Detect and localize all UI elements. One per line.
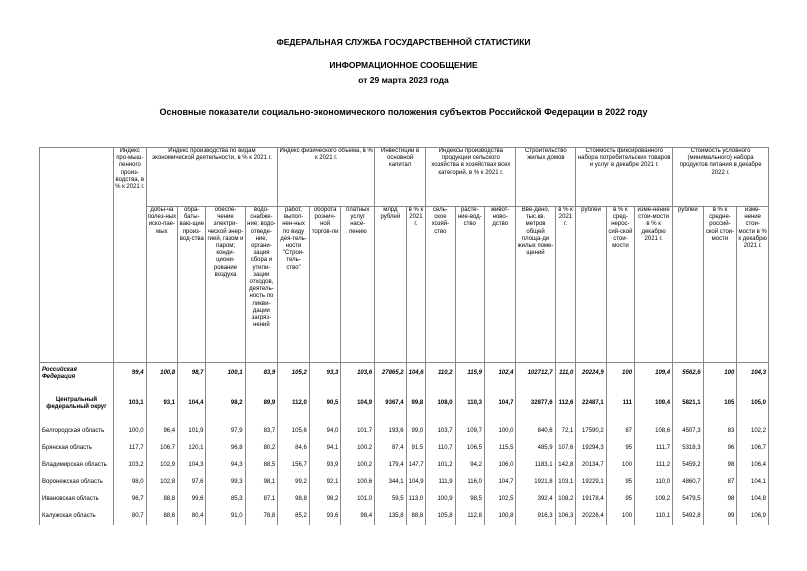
table-cell: 112,0 <box>278 385 310 423</box>
region-header <box>40 148 114 363</box>
table-cell: 78,8 <box>245 508 278 525</box>
table-cell: 109,4 <box>635 363 673 386</box>
table-cell: 392,4 <box>516 491 555 508</box>
col-livestock: живот-ново-дство <box>484 207 516 363</box>
table-cell: 112,6 <box>555 385 576 423</box>
table-cell: 93,6 <box>309 508 341 525</box>
table-cell: 105,2 <box>278 363 310 386</box>
table-cell: 101,0 <box>341 491 375 508</box>
table-cell: 20224,9 <box>576 363 606 386</box>
table-cell: 103,1 <box>555 474 576 491</box>
table-cell: 100,6 <box>341 474 375 491</box>
table-cell: 156,7 <box>278 457 310 474</box>
table-cell: 19178,4 <box>576 491 606 508</box>
table-cell: 87 <box>703 474 737 491</box>
table-cell: 108,6 <box>635 423 673 440</box>
table-cell: 88,5 <box>245 457 278 474</box>
table-cell: 98,2 <box>309 491 341 508</box>
table-cell: 102,9 <box>146 457 178 474</box>
col-fixed-pct: в % к сред-нерос-сий-ской стои-мости <box>606 207 634 363</box>
table-cell: 97,9 <box>206 423 245 440</box>
table-cell: 111,2 <box>635 457 673 474</box>
table-cell: 101,9 <box>178 423 206 440</box>
table-cell: 85,2 <box>278 508 310 525</box>
table-cell: 98,8 <box>278 491 310 508</box>
table-cell: 106,5 <box>455 440 484 457</box>
table-cell: 88,8 <box>146 491 178 508</box>
table-cell: 193,6 <box>375 423 407 440</box>
table-cell: 109,4 <box>635 385 673 423</box>
table-cell: 104,3 <box>737 363 769 386</box>
table-cell: 104,6 <box>406 363 426 386</box>
table-row <box>40 363 769 386</box>
table-cell: 100 <box>606 457 634 474</box>
table-row <box>40 474 769 491</box>
table-cell: 20226,4 <box>576 508 606 525</box>
agency-title: ФЕДЕРАЛЬНАЯ СЛУЖБА ГОСУДАРСТВЕННОЙ СТАТИСТИКИ <box>276 37 531 47</box>
region-name: Ивановская область <box>40 491 114 508</box>
table-cell: 98,2 <box>206 385 245 423</box>
col-investment-rub: млрд рублей <box>375 207 407 363</box>
table-cell: 5479,5 <box>673 491 703 508</box>
table-cell: 104,8 <box>737 491 769 508</box>
table-cell: 113,0 <box>406 491 426 508</box>
table-row <box>40 385 769 423</box>
table-cell: 108,2 <box>555 491 576 508</box>
table-cell: 19229,1 <box>576 474 606 491</box>
table-cell: 103,7 <box>426 423 455 440</box>
table-cell: 83 <box>703 423 737 440</box>
table-cell: 100,8 <box>484 508 516 525</box>
table-cell: 99,8 <box>406 385 426 423</box>
col-fixed-rub: рублей <box>576 207 606 363</box>
table-cell: 100 <box>606 508 634 525</box>
table-cell: 4860,7 <box>673 474 703 491</box>
table-cell: 85,3 <box>206 491 245 508</box>
table-row <box>40 423 769 440</box>
table-cell: 100,9 <box>426 491 455 508</box>
table-cell: 106,7 <box>146 440 178 457</box>
region-name: Калужская область <box>40 508 114 525</box>
table-cell: 88,6 <box>146 508 178 525</box>
table-cell: 111 <box>606 385 634 423</box>
table-cell: 100 <box>703 363 737 386</box>
table-cell: 116,0 <box>455 474 484 491</box>
table-cell: 100,0 <box>484 423 516 440</box>
table-cell: 92,1 <box>309 474 341 491</box>
col-housing-pct: в % к 2021 г. <box>555 207 576 363</box>
col-crop: расте-ние-вод-ство <box>455 207 484 363</box>
table-cell: 104,7 <box>484 385 516 423</box>
region-name: Центральный федеральный округ <box>40 385 114 423</box>
table-cell: 99,3 <box>206 474 245 491</box>
table-cell: 91,5 <box>406 440 426 457</box>
table-cell: 100,0 <box>113 423 146 440</box>
table-cell: 96,4 <box>146 423 178 440</box>
table-cell: 80,2 <box>245 440 278 457</box>
table-cell: 98,1 <box>245 474 278 491</box>
table-cell: 115,9 <box>455 363 484 386</box>
table-cell: 19294,3 <box>576 440 606 457</box>
region-name: Российская Федерация <box>40 363 114 386</box>
table-cell: 102,2 <box>737 423 769 440</box>
document-type: ИНФОРМАЦИОННОЕ СООБЩЕНИЕ <box>329 60 478 70</box>
table-cell: 179,4 <box>375 457 407 474</box>
table-cell: 103,1 <box>113 385 146 423</box>
table-cell: 96 <box>703 440 737 457</box>
table-cell: 109,7 <box>455 423 484 440</box>
table-cell: 110,3 <box>455 385 484 423</box>
table-cell: 147,7 <box>406 457 426 474</box>
table-cell: 22487,1 <box>576 385 606 423</box>
table-row <box>40 491 769 508</box>
table-cell: 99,4 <box>113 363 146 386</box>
fixed-basket-header: Стоимость фиксированного набора потребительских товаров и услуг в декабре 2021 г. <box>576 148 673 207</box>
col-energy: обеспе-чение электри-ческой энер-гией, газом и паром; конди-циони-рование воздуха <box>206 207 245 363</box>
table-cell: 80,4 <box>178 508 206 525</box>
col-food-pct: в % к средне-россий-ской стои-мости <box>703 207 737 363</box>
table-cell: 93,1 <box>146 385 178 423</box>
table-cell: 120,1 <box>178 440 206 457</box>
table-cell: 91,0 <box>206 508 245 525</box>
table-cell: 5492,8 <box>673 508 703 525</box>
table-cell: 135,8 <box>375 508 407 525</box>
table-cell: 5562,6 <box>673 363 703 386</box>
region-name: Владимирская область <box>40 457 114 474</box>
table-row <box>40 440 769 457</box>
table-cell: 100,1 <box>206 363 245 386</box>
table-cell: 84,6 <box>278 440 310 457</box>
table-cell: 104,3 <box>178 457 206 474</box>
table-cell: 344,1 <box>375 474 407 491</box>
col-agriculture: сель-ское хозяй-ство <box>426 207 455 363</box>
col-paid-services: платных услуг насе-лению <box>341 207 375 363</box>
table-cell: 87,4 <box>375 440 407 457</box>
table-cell: 98,4 <box>341 508 375 525</box>
table-cell: 102,5 <box>484 491 516 508</box>
table-cell: 99,6 <box>178 491 206 508</box>
table-cell: 117,7 <box>113 440 146 457</box>
table-cell: 115,5 <box>484 440 516 457</box>
table-cell: 916,3 <box>516 508 555 525</box>
col-construction-works: работ, выпол-нен-ных по виду дея-тель-ности "Строи-тель-ство" <box>278 207 310 363</box>
table-cell: 105,0 <box>737 385 769 423</box>
table-cell: 80,7 <box>113 508 146 525</box>
table-cell: 93,9 <box>309 457 341 474</box>
table-cell: 111,0 <box>555 363 576 386</box>
table-cell: 102,4 <box>484 363 516 386</box>
table-cell: 98,7 <box>178 363 206 386</box>
col-food-rub: рублей <box>673 207 703 363</box>
table-cell: 1921,8 <box>516 474 555 491</box>
table-row <box>40 508 769 525</box>
table-cell: 89,9 <box>245 385 278 423</box>
table-cell: 105 <box>703 385 737 423</box>
industrial-kinds-header: Индекс производства по видам экономической деятельности, в % к 2021 г. <box>146 148 278 207</box>
food-basket-header: Стоимость условного (минимального) набора продуктов питания в декабре 2022 г. <box>673 148 769 207</box>
col-retail: оборота рознич-ной торгов-ли <box>309 207 341 363</box>
table-cell: 485,9 <box>516 440 555 457</box>
table-cell: 95 <box>606 491 634 508</box>
document-date: от 29 марта 2023 года <box>358 75 449 85</box>
table-cell: 110,2 <box>426 363 455 386</box>
table-cell: 4507,3 <box>673 423 703 440</box>
table-cell: 104,7 <box>484 474 516 491</box>
table-cell: 87,1 <box>245 491 278 508</box>
table-cell: 110,1 <box>635 508 673 525</box>
table-cell: 106,4 <box>737 457 769 474</box>
table-cell: 99 <box>703 508 737 525</box>
table-cell: 83,9 <box>245 363 278 386</box>
region-name: Брянская область <box>40 440 114 457</box>
table-cell: 99,0 <box>406 423 426 440</box>
table-cell: 106,0 <box>484 457 516 474</box>
table-cell: 94,2 <box>455 457 484 474</box>
table-cell: 104,4 <box>178 385 206 423</box>
table-row <box>40 457 769 474</box>
table-cell: 59,5 <box>375 491 407 508</box>
table-cell: 20134,7 <box>576 457 606 474</box>
table-cell: 106,9 <box>737 508 769 525</box>
table-cell: 100 <box>606 363 634 386</box>
region-name: Белгородская область <box>40 423 114 440</box>
col-water: водо-снабже-ние; водо-отведе-ние, органи-зация сбора и утили-зации отходов, деятель-ность по ликви-дации загряз-нений <box>245 207 278 363</box>
table-cell: 104,9 <box>406 474 426 491</box>
col-investment-pct: в % к 2021 г. <box>406 207 426 363</box>
table-cell: 100,2 <box>341 440 375 457</box>
table-cell: 104,9 <box>341 385 375 423</box>
table-cell: 105,8 <box>426 508 455 525</box>
table-cell: 93,3 <box>309 363 341 386</box>
table-cell: 101,7 <box>341 423 375 440</box>
col-food-change: изме-нение стои-мости в % к декабрю 2021 г. <box>737 207 769 363</box>
table-cell: 102,8 <box>146 474 178 491</box>
region-name: Воронежская область <box>40 474 114 491</box>
table-cell: 98 <box>703 457 737 474</box>
table-cell: 100,8 <box>146 363 178 386</box>
table-cell: 5821,1 <box>673 385 703 423</box>
housing-header: Строительство жилых домов <box>516 148 576 207</box>
physical-volume-header: Индекс физического объема, в % к 2021 г. <box>278 148 375 207</box>
table-cell: 112,8 <box>455 508 484 525</box>
table-cell: 88,8 <box>406 508 426 525</box>
table-cell: 102712,7 <box>516 363 555 386</box>
table-cell: 5459,2 <box>673 457 703 474</box>
table-cell: 94,0 <box>309 423 341 440</box>
table-cell: 142,8 <box>555 457 576 474</box>
table-cell: 98 <box>703 491 737 508</box>
col-mining: добы-ча полез-ных иско-пае-мых <box>146 207 178 363</box>
col-manufacturing: обра-баты-ваю-щие произ-вод-ства <box>178 207 206 363</box>
investment-header: Инвестиции в основной капитал <box>375 148 426 207</box>
table-cell: 5318,3 <box>673 440 703 457</box>
agriculture-header: Индексы производства продукции сельского хозяйства в хозяйствах всех категорий, в % к 2021 г. <box>426 148 516 207</box>
table-cell: 103,2 <box>113 457 146 474</box>
table-cell: 98,0 <box>113 474 146 491</box>
industrial-index-header: Индекс про-мыш-ленного произ-водства, в % к 2021 г. <box>113 148 146 363</box>
table-cell: 32877,6 <box>516 385 555 423</box>
table-cell: 96,8 <box>206 440 245 457</box>
table-cell: 106,3 <box>555 508 576 525</box>
table-cell: 87 <box>606 423 634 440</box>
table-cell: 111,9 <box>426 474 455 491</box>
col-fixed-change: изме-нение стои-мости в % к декабрю 2021 г. <box>635 207 673 363</box>
table-cell: 106,7 <box>737 440 769 457</box>
table-cell: 98,5 <box>455 491 484 508</box>
table-cell: 97,6 <box>178 474 206 491</box>
table-cell: 9367,4 <box>375 385 407 423</box>
table-cell: 105,6 <box>278 423 310 440</box>
table-cell: 101,2 <box>426 457 455 474</box>
table-cell: 95 <box>606 440 634 457</box>
table-cell: 99,2 <box>278 474 310 491</box>
table-cell: 840,6 <box>516 423 555 440</box>
col-housing-area: Вве-дено, тыс.кв. метров общей площа-ди жилых поме-щений <box>516 207 555 363</box>
indicators-table <box>39 147 769 525</box>
table-cell: 109,2 <box>635 491 673 508</box>
table-cell: 111,7 <box>635 440 673 457</box>
table-cell: 27865,2 <box>375 363 407 386</box>
table-cell: 1183,1 <box>516 457 555 474</box>
table-cell: 96,7 <box>113 491 146 508</box>
table-cell: 110,0 <box>635 474 673 491</box>
table-cell: 107,6 <box>555 440 576 457</box>
table-cell: 94,1 <box>309 440 341 457</box>
table-cell: 17590,2 <box>576 423 606 440</box>
table-cell: 108,0 <box>426 385 455 423</box>
table-cell: 110,7 <box>426 440 455 457</box>
table-cell: 83,7 <box>245 423 278 440</box>
table-cell: 100,2 <box>341 457 375 474</box>
table-cell: 95 <box>606 474 634 491</box>
table-cell: 103,6 <box>341 363 375 386</box>
table-cell: 72,1 <box>555 423 576 440</box>
table-cell: 104,1 <box>737 474 769 491</box>
report-title: Основные показатели социально-экономического положения субъектов Российской Федерации в 2022 году <box>159 107 648 117</box>
table-cell: 90,5 <box>309 385 341 423</box>
table-cell: 94,3 <box>206 457 245 474</box>
